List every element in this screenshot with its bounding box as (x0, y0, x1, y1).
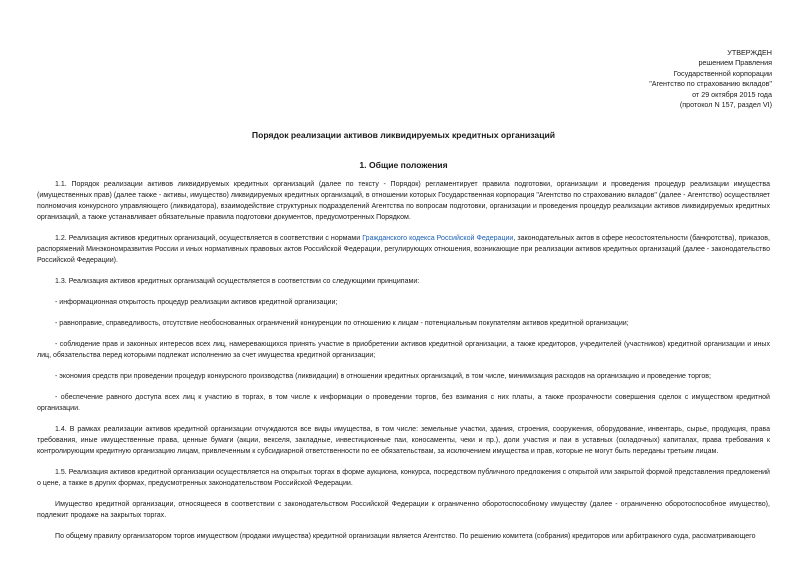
principle-item: - информационная открытость процедур реализации активов кредитной организации; (55, 299, 338, 306)
approval-line: решением Правления (698, 58, 772, 68)
paragraph-1-2 (37, 233, 770, 266)
principle-item: - экономия средств при проведении процедур конкурсного производства (ликвидации) в отношении кредитных организаций, в том числе, минимизация расходов на организацию и проведение торгов; (55, 373, 711, 380)
paragraph-text: , законодательных актов в сфере несостоятельности (банкротства), приказов, распоряжений Минэкономразвития России и иных нормативных правовых актов Российской Федерации, регулирующих отношения, возникающие при реализации активов кредитных организаций (далее - законодательство Российской Федерации). (37, 235, 770, 264)
paragraph-1-4: 1.4. В рамках реализации активов кредитной организации отчуждаются все виды имущества, в том числе: земельные участки, здания, строения, сооружения, оборудование, инвентарь, сырье, продукция, права требования, иные имущественные права, ценные бумаги (акции, векселя, закладные, инвестиционные паи, коносаменты, чеки и пр.), доли участия и паи в уставных (складочных) капиталах, права требования к контролирующим кредитную организацию лицам, привлеченным к субсидиарной ответственности по ее обязательствам, за исключением имущества и прав, которые не могут быть переданы третьим лицам. (37, 426, 770, 455)
approval-line: Государственной корпорации (673, 68, 772, 78)
paragraph-1-5: 1.5. Реализация активов кредитной организации осуществляется на открытых торгах в форме аукциона, конкурса, посредством публичного предложения с открытой или закрытой формой представления предложений о цене, а также в других формах, предусмотренных законодательством Российской Федерации. (37, 469, 770, 487)
approval-line: от 29 октября 2015 года (692, 89, 772, 99)
approval-line: "Агентство по страхованию вкладов" (649, 79, 772, 89)
principle-item: - соблюдение прав и законных интересов всех лиц, намеревающихся принять участие в приобретении активов кредитной организации, а также кредиторов, учредителей (участников) кредитной организации и иных лиц, обязательства перед которыми подлежат исполнению за счет имущества кредитной организации; (37, 341, 770, 359)
document-title: Порядок реализации активов ликвидируемых кредитных организаций (251, 130, 556, 140)
approval-line: (протокол N 157, раздел VI) (679, 100, 772, 110)
paragraph-restricted-property: Имущество кредитной организации, относящееся в соответствии с законодательством Российской Федерации к ограниченно оборотоспособному имуществу (далее - ограниченно оборотоспособное имущество), подлежит продаже на закрытых торгах. (37, 501, 770, 519)
paragraph-1-1: 1.1. Порядок реализации активов ликвидируемых кредитных организаций (далее по тексту - Порядок) регламентирует правила подготовки, организации и проведения процедур реализации имущества (имущественных прав) (далее также - активы, имущество) ликвидируемых кредитных организаций, в отношении которых Государственная корпорация "Агентство по страхованию вкладов" (далее - Агентство) осуществляет полномочия конкурсного управляющего (ликвидатора), взаимодействие структурных подразделений Агентства по вопросам подготовки, организации и проведения процедур реализации активов ликвидируемых кредитных организаций, а также устанавливает обязательные правила подготовки документов, предусмотренных Порядком. (37, 181, 770, 221)
approval-stamp (649, 48, 772, 110)
principle-item: - равноправие, справедливость, отсутствие необоснованных ограничений конкуренции по отношению к лицам - потенциальным покупателям активов кредитной организации; (55, 320, 629, 327)
section-title: 1. Общие положения (359, 160, 448, 170)
paragraph-general-rule: По общему правилу организатором торгов имуществом (продажи имущества) кредитной организации является Агентство. По решению комитета (собрания) кредиторов или арбитражного суда, рассматривающего (55, 533, 756, 540)
paragraph-text: 1.2. Реализация активов кредитных организаций, осуществляется в соответствии с нормами (55, 235, 363, 242)
approval-line: УТВЕРЖДЕН (727, 48, 772, 57)
civil-code-link[interactable]: Гражданского кодекса Российской Федерации (362, 235, 514, 242)
principle-item: - обеспечение равного доступа всех лиц к участию в торгах, в том числе к информации о проведении торгов, без взимания с них платы, а также прозрачности совершения сделок с имуществом кредитной организации. (37, 394, 770, 412)
paragraph-1-3: 1.3. Реализация активов кредитных организаций осуществляется в соответствии со следующими принципами: (55, 278, 420, 285)
document-body (37, 179, 770, 542)
